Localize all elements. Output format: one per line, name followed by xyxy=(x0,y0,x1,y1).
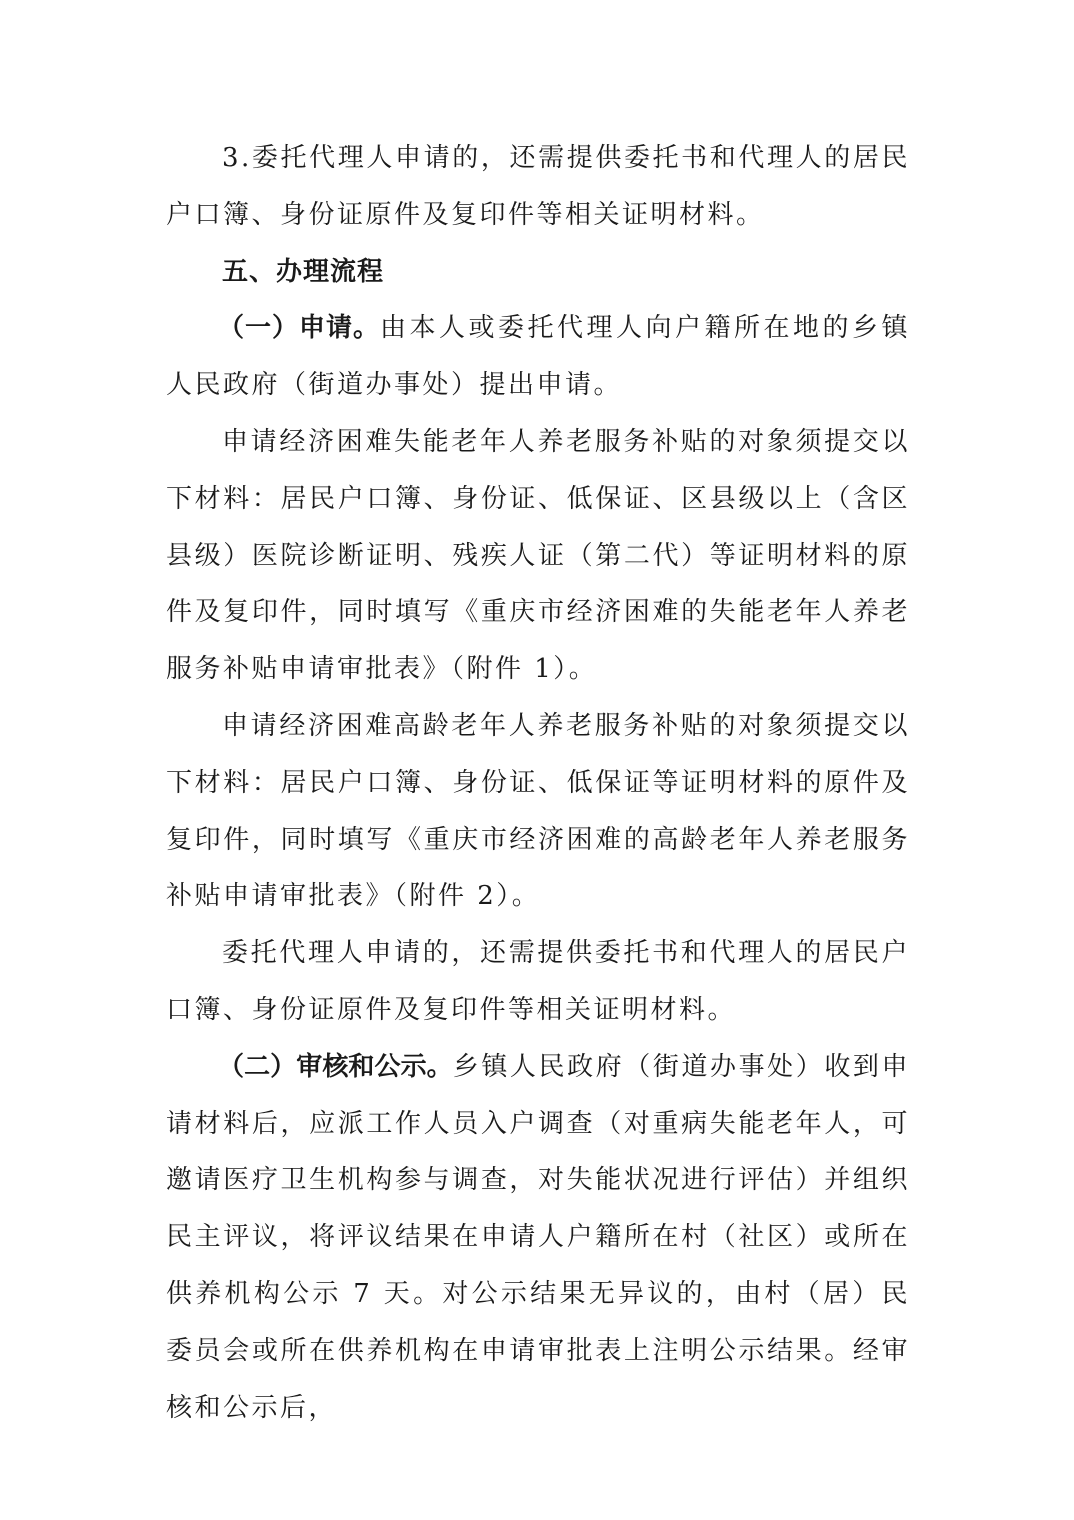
paragraph-application-text: 由本人或委托代理人向户籍所在地的乡镇人民政府（街道办事处）提出申请。 xyxy=(166,313,910,401)
paragraph-lead-application: （一）申请。 xyxy=(218,313,380,344)
paragraph-delegate-materials: 3.委托代理人申请的，还需提供委托书和代理人的居民户口簿、身份证原件及复印件等相关证明材料。 xyxy=(166,143,910,230)
paragraph-aged-elderly-materials: 申请经济困难高龄老年人养老服务补贴的对象须提交以下材料：居民户口簿、身份证、低保证等证明材料的原件及复印件，同时填写《重庆市经济困难的高龄老年人养老服务补贴申请审批表》（附件 2）。 xyxy=(166,710,910,912)
paragraph-application xyxy=(166,300,910,414)
paragraph-disabled-elderly-materials: 申请经济困难失能老年人养老服务补贴的对象须提交以下材料：居民户口簿、身份证、低保证、区县级以上（含区县级）医院诊断证明、残疾人证（第二代）等证明材料的原件及复印件，同时填写《重庆市经济困难的失能老年人养老服务补贴申请审批表》（附件 1）。 xyxy=(166,426,910,685)
paragraph-delegate-materials-2: 委托代理人申请的，还需提供委托书和代理人的居民户口簿、身份证原件及复印件等相关证明材料。 xyxy=(166,938,910,1025)
paragraph-review-text: 乡镇人民政府（街道办事处）收到申请材料后，应派工作人员入户调查（对重病失能老年人，可邀请医疗卫生机构参与调查，对失能状况进行评估）并组织民主评议，将评议结果在申请人户籍所在村（社区）或所在供养机构公示 7 天。对公示结果无异议的，由村（居）民委员会或所在供养机构在申请审批表上注明公示结果。经审核和公示后， xyxy=(166,1051,910,1423)
section-heading-procedure: 五、办理流程 xyxy=(222,256,385,287)
document-page xyxy=(166,130,910,1436)
paragraph-review-publicity xyxy=(166,1039,910,1437)
paragraph-lead-review: （二）审核和公示。 xyxy=(218,1051,453,1082)
